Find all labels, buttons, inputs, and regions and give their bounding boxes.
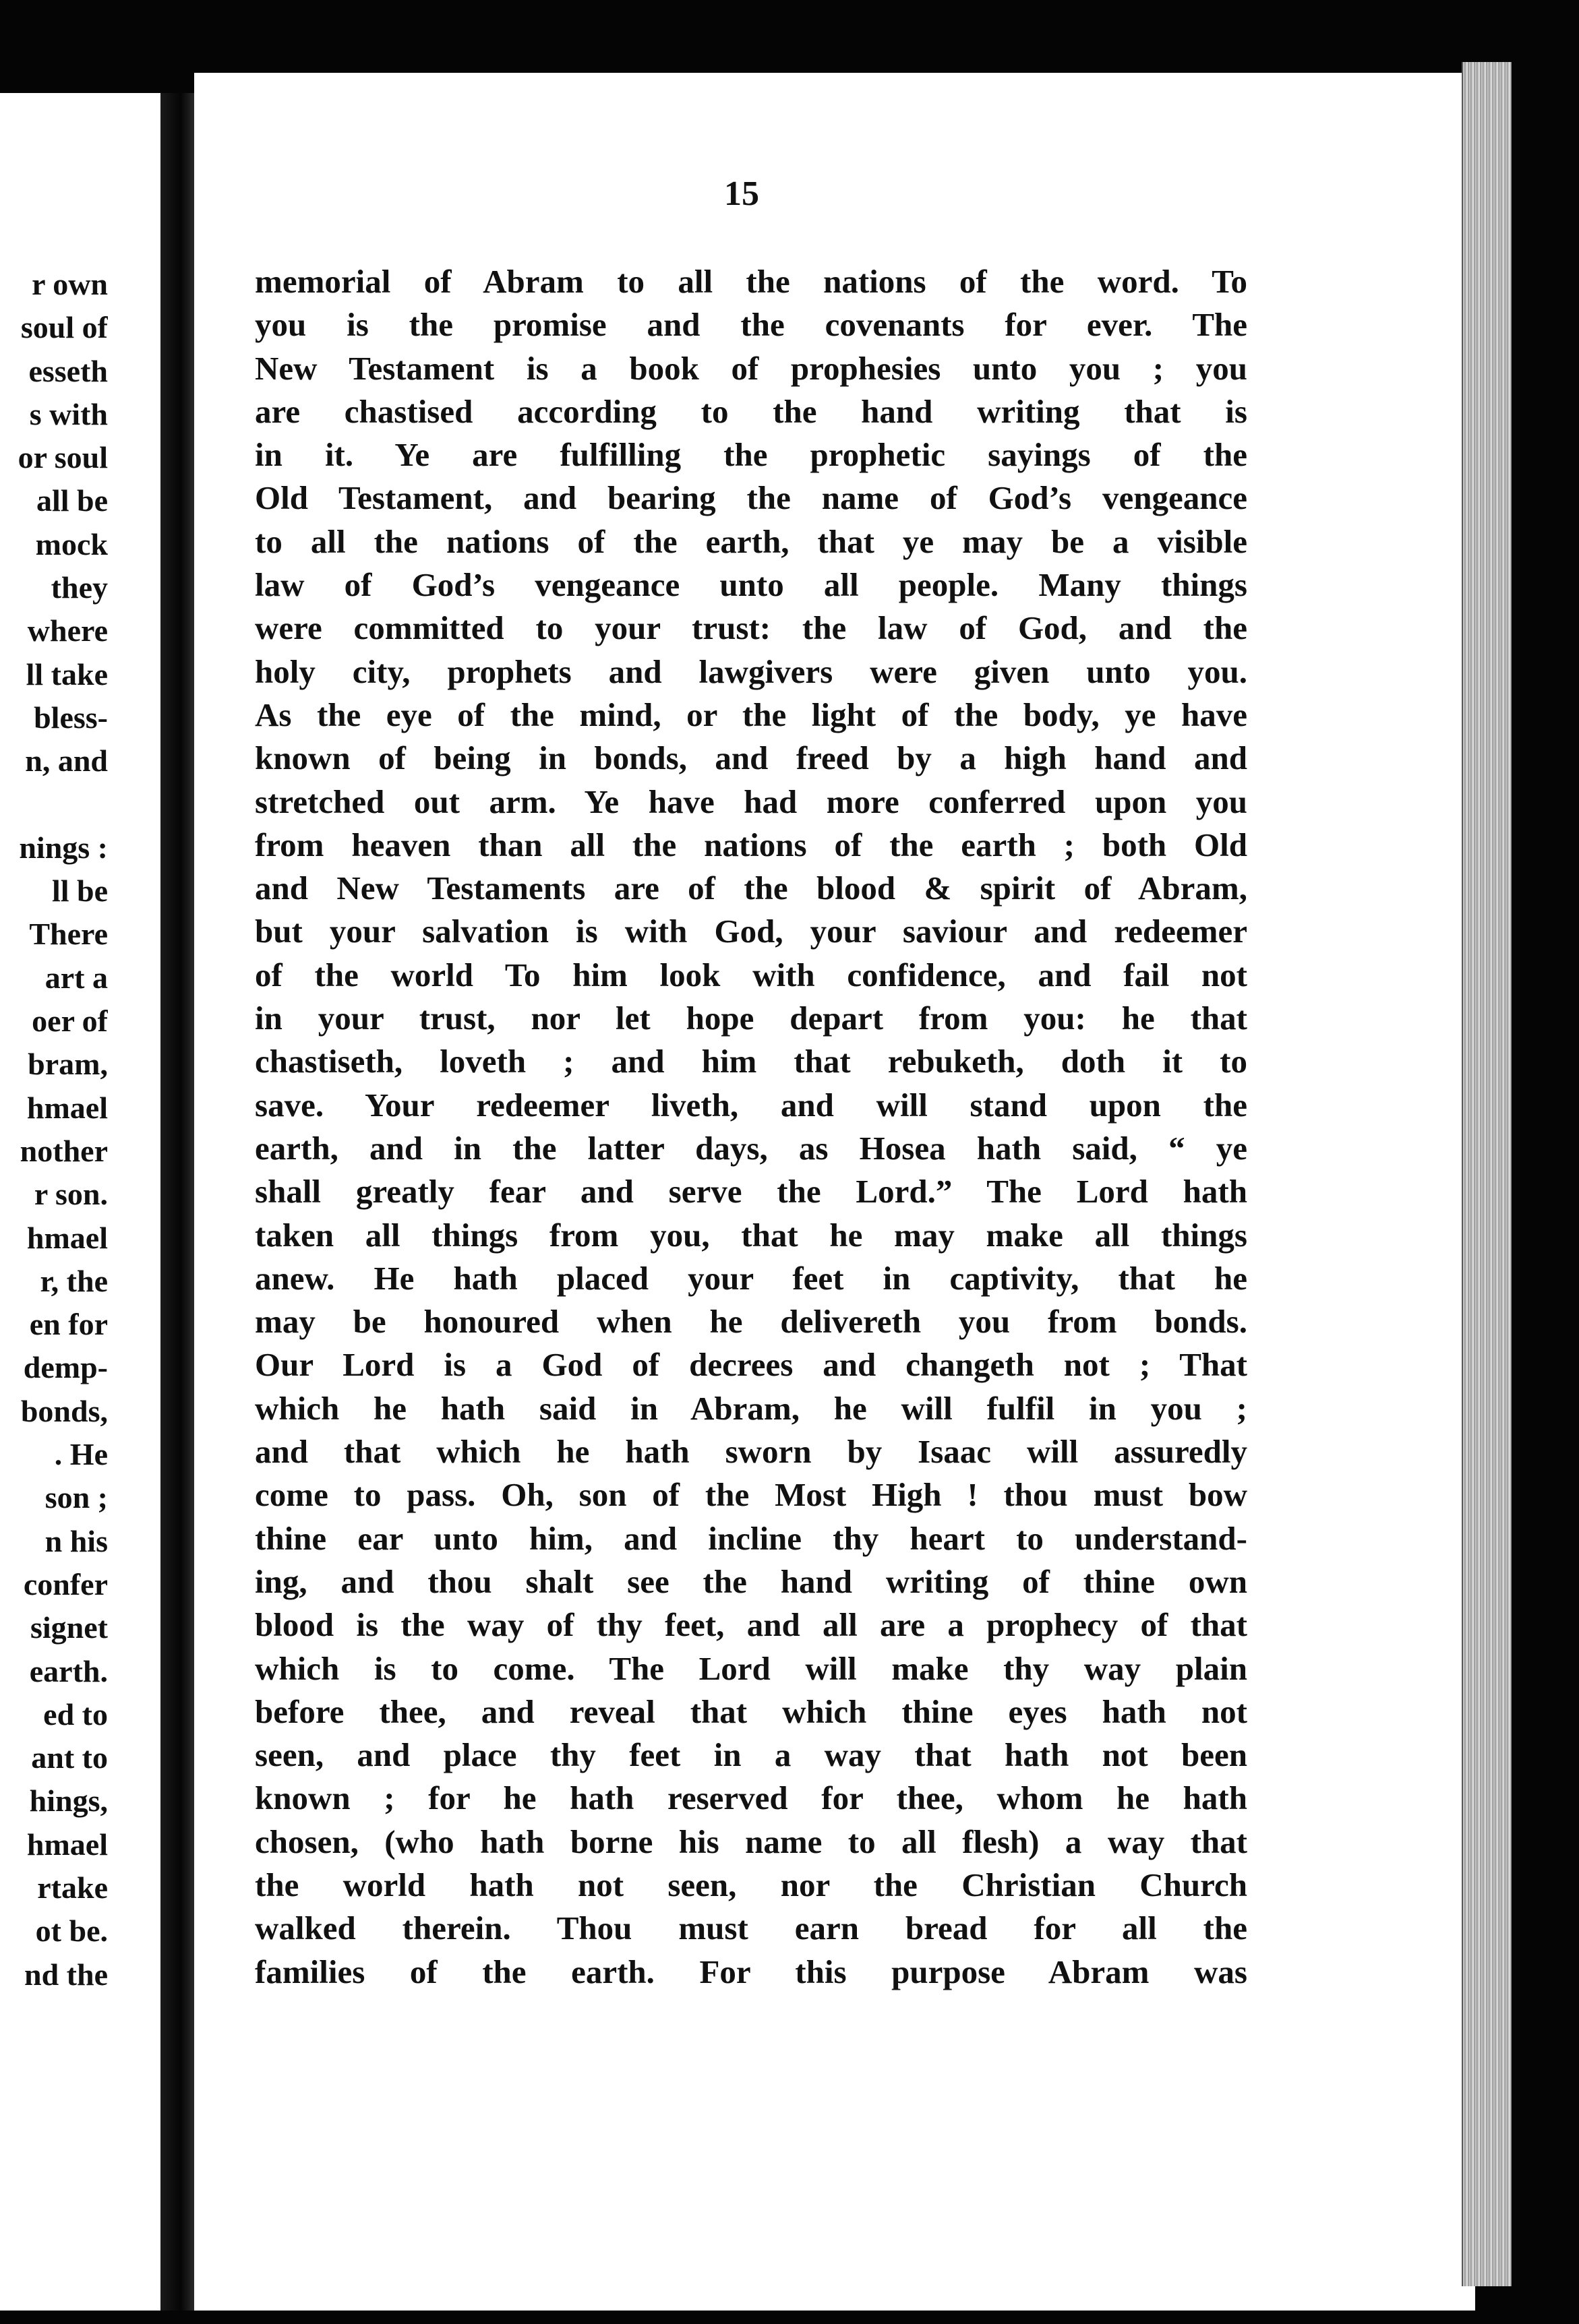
left-page-line: ot be. [35, 1914, 108, 1949]
text-line: As the eye of the mind, or the light of the body, ye have [255, 696, 1247, 733]
text-line: ing, and thou shalt see the hand writing of thine own [255, 1562, 1247, 1600]
left-page-line: ll be [51, 874, 108, 909]
text-line: New Testament is a book of prophesies unto you ; you [255, 349, 1247, 387]
text-line: in your trust, nor let hope depart from you: he that [255, 1000, 1247, 1037]
text-line: you is the promise and the covenants for ever. The [255, 306, 1247, 344]
left-page-line: esseth [28, 353, 108, 388]
left-page-line: art a [44, 960, 108, 995]
text-line: holy city, prophets and lawgivers were given unto you. [255, 652, 1247, 690]
left-page-line: signet [30, 1610, 108, 1645]
text-line: memorial of Abram to all the nations of the word. To [255, 263, 1247, 300]
text-line: families of the earth. For this purpose Abram was [255, 1953, 1247, 1990]
text-line: seen, and place thy feet in a way that hath not been [255, 1736, 1247, 1774]
left-page-line: demp- [23, 1350, 108, 1385]
left-page-line: hmael [26, 1827, 108, 1862]
text-line: before thee, and reveal that which thine eyes hath not [255, 1692, 1247, 1730]
left-page-line: they [51, 570, 108, 605]
left-page-line: earth. [29, 1653, 108, 1688]
left-page-line: r son. [34, 1177, 108, 1212]
text-line: known ; for he hath reserved for thee, whom he hath [255, 1779, 1247, 1817]
left-page-line: son ; [44, 1480, 108, 1515]
text-line: chastiseth, loveth ; and him that rebuketh, doth it to [255, 1043, 1247, 1080]
text-line: which he hath said in Abram, he will fulfil in you ; [255, 1389, 1247, 1427]
left-page-text [0, 263, 108, 1996]
text-line: and that which he hath sworn by Isaac will assuredly [255, 1433, 1247, 1471]
text-line: which is to come. The Lord will make thy way plain [255, 1649, 1247, 1687]
body-text [255, 260, 1247, 1994]
text-line: of the world To him look with confidence, and fail not [255, 956, 1247, 993]
left-page-line: ant to [31, 1740, 108, 1775]
text-line: save. Your redeemer liveth, and will stand upon the [255, 1086, 1247, 1124]
text-line: chosen, (who hath borne his name to all flesh) a way that [255, 1823, 1247, 1860]
left-page-line: hmael [26, 1090, 108, 1125]
left-page-line: soul of [20, 310, 108, 345]
text-line: were committed to your trust: the law of God, and the [255, 609, 1247, 647]
text-line: known of being in bonds, and freed by a high hand and [255, 739, 1247, 777]
text-line: come to pass. Oh, son of the Most High ! thou must bow [255, 1476, 1247, 1514]
left-page-line: hmael [26, 1220, 108, 1255]
page-edges [1462, 62, 1512, 2286]
text-line: to all the nations of the earth, that ye may be a visible [255, 522, 1247, 560]
book-gutter [160, 93, 194, 2311]
left-page-line: r, the [40, 1263, 108, 1298]
left-page-line: en for [29, 1307, 108, 1342]
text-line: walked therein. Thou must earn bread for all the [255, 1909, 1247, 1947]
text-line: are chastised according to the hand writing that is [255, 392, 1247, 430]
text-line: taken all things from you, that he may make all things [255, 1216, 1247, 1254]
left-page-line: bonds, [20, 1393, 108, 1428]
left-page-line: bram, [28, 1047, 108, 1082]
left-page-line: nings : [19, 830, 108, 865]
left-page-line: or soul [18, 440, 108, 475]
left-page-line: bless- [34, 700, 108, 735]
left-page-line: . He [54, 1437, 108, 1472]
left-page-line: all be [36, 483, 108, 518]
text-line: stretched out arm. Ye have had more conferred upon you [255, 783, 1247, 820]
text-line: may be honoured when he delivereth you from bonds. [255, 1303, 1247, 1341]
text-line: law of God’s vengeance unto all people. Many things [255, 566, 1247, 604]
left-page-line: There [29, 917, 108, 952]
text-line: Old Testament, and bearing the name of God’s vengeance [255, 479, 1247, 517]
left-page-line: nd the [24, 1957, 108, 1992]
left-page-line: ed to [43, 1696, 108, 1732]
text-line: earth, and in the latter days, as Hosea hath said, “ ye [255, 1129, 1247, 1167]
page-number: 15 [724, 175, 759, 213]
left-page-line: n, and [25, 743, 108, 778]
left-page-line: s with [29, 396, 108, 431]
text-line: shall greatly fear and serve the Lord.” The Lord hath [255, 1173, 1247, 1211]
text-line: and New Testaments are of the blood & spirit of Abram, [255, 869, 1247, 907]
left-page-line: where [27, 613, 108, 648]
text-line: but your salvation is with God, your saviour and redeemer [255, 913, 1247, 950]
left-page-line: hings, [29, 1783, 108, 1818]
left-page-line: n his [44, 1523, 108, 1558]
text-line: from heaven than all the nations of the earth ; both Old [255, 826, 1247, 863]
left-page-line: oer of [32, 1004, 108, 1039]
left-page-line: ll take [26, 656, 108, 692]
text-line: thine ear unto him, and incline thy heart to understand- [255, 1519, 1247, 1557]
text-line: Our Lord is a God of decrees and changeth not ; That [255, 1346, 1247, 1384]
text-line: blood is the way of thy feet, and all are a prophecy of that [255, 1606, 1247, 1644]
left-page-line: nother [20, 1133, 108, 1168]
left-page-line: r own [32, 267, 108, 301]
text-line: anew. He hath placed your feet in captivity, that he [255, 1259, 1247, 1297]
left-page [0, 93, 160, 2311]
left-page-line: confer [23, 1566, 108, 1601]
left-page-line: mock [35, 526, 108, 561]
left-page-line: rtake [37, 1870, 108, 1905]
left-page-line [0, 783, 108, 826]
text-line: the world hath not seen, nor the Christian Church [255, 1866, 1247, 1903]
text-line: in it. Ye are fulfilling the prophetic sayings of the [255, 436, 1247, 474]
